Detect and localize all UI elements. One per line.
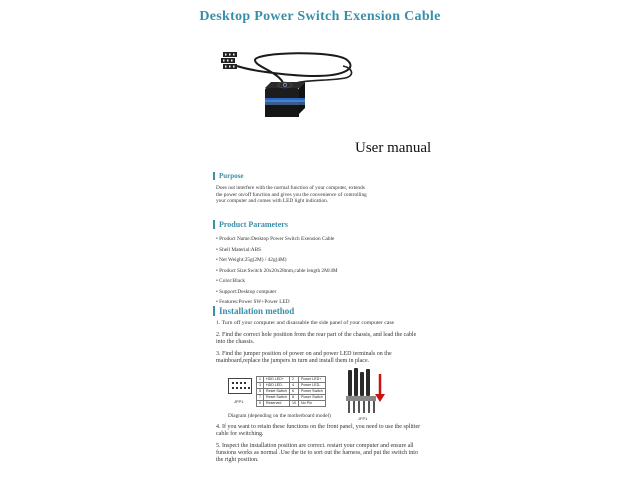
install-heading-text: Installation method: [219, 306, 295, 316]
pin-function: Power Switch: [298, 395, 325, 401]
install-step: 4. If you want to retain these functions on the front panel, you need to use the splitter cable for switching.: [216, 424, 421, 437]
install-step: 3. Find the jumper position of power on and power LED terminals on the mainboard,replace the jumpers in turn and install them in place.: [216, 351, 392, 364]
pin-function: HDD LED-: [264, 383, 290, 389]
table-row: [257, 401, 326, 407]
jfp-label: JFP1: [234, 399, 244, 404]
pin-number: 1: [257, 377, 264, 383]
params-heading: [213, 220, 288, 229]
param-item: • Product Name:Desktop Power Switch Exension Cable: [216, 236, 335, 242]
install-heading: [213, 306, 294, 316]
switch-cable-illustration: [215, 32, 365, 127]
pin-function: No Pin: [298, 401, 325, 407]
purpose-heading: [213, 172, 244, 180]
jfp-diagram: [226, 374, 330, 414]
pin-table: [256, 376, 326, 407]
param-item: • Features:Power SW+Power LED: [216, 299, 290, 305]
diagram-caption: Diagram (depending on the motherboard model): [228, 413, 331, 419]
pin-number: 7: [257, 395, 264, 401]
pin-function: Reserved: [264, 401, 290, 407]
heading-bar: [213, 220, 215, 229]
pin-function: HDD LED+: [264, 377, 290, 383]
param-item: • Net Weight:25g(2M) / 42g(4M): [216, 257, 287, 263]
install-step: 5. Inspect the installation position are correct. restart your computer and ensure all funsions works as normal .Use the tie to sort out the harness, and put the switch into the right position.: [216, 443, 418, 463]
install-step: 1. Turn off your computer and disassable the side panel of your computer case: [216, 320, 395, 326]
purpose-line: your computer and comes with LED light indication.: [216, 198, 329, 205]
params-heading-text: Product Parameters: [219, 220, 288, 229]
param-item: • Product Size:Switch 20x20x28mm,cable length 2M/4M: [216, 267, 338, 274]
jumper-connector-icon: [344, 366, 388, 422]
purpose-heading-text: Purpose: [219, 172, 244, 180]
pin-number: 8: [289, 395, 298, 401]
param-item: • Color:Black: [216, 278, 246, 284]
heading-bar: [213, 306, 215, 316]
params-list: [216, 236, 436, 310]
pin-number: 5: [257, 389, 264, 395]
pin-header-icon: [229, 379, 251, 393]
user-manual-label: User manual: [355, 140, 432, 156]
pin-header: [228, 378, 252, 394]
heading-bar: [213, 172, 215, 180]
purpose-text: [216, 185, 436, 205]
pin-function: Power Switch: [298, 389, 325, 395]
connector-jfp-label: JFP1: [358, 416, 368, 421]
purpose-line: the power on/off function and gives you the convenience of controlling: [216, 191, 367, 198]
connector-illustration: [344, 366, 388, 422]
pin-number: 9: [257, 401, 264, 407]
pin-number: 2: [289, 377, 298, 383]
product-image: [215, 32, 365, 127]
pin-function: Reset Switch: [264, 395, 290, 401]
pin-function: Reset Switch: [264, 389, 290, 395]
pin-function: Power LED-: [298, 383, 325, 389]
pin-number: 6: [289, 389, 298, 395]
pin-number: 4: [289, 383, 298, 389]
param-item: • Shell Material:ABS: [216, 246, 262, 253]
purpose-line: Does not interfere with the normal function of your computer, extends: [216, 185, 365, 191]
pin-function: Power LED+: [298, 377, 325, 383]
pin-number: 3: [257, 383, 264, 389]
install-step: 2. Find the correct hole position from the rear part of the chassis, and lead the cable into the chassis.: [216, 332, 417, 345]
param-item: • Support:Desktop computer: [216, 288, 277, 295]
pin-number: 10: [289, 401, 298, 407]
page-title: Desktop Power Switch Exension Cable: [199, 9, 441, 24]
